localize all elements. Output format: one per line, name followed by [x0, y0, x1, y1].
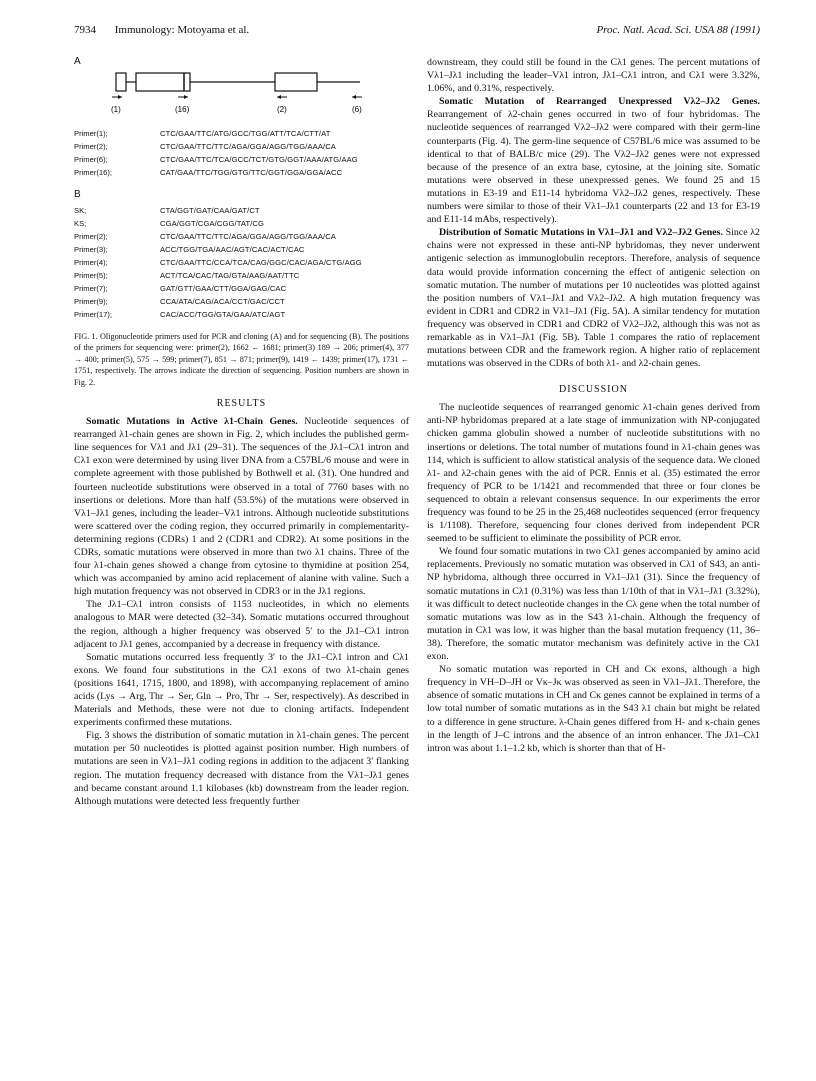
primer-list-a — [74, 127, 409, 179]
primer-sequence: GAT/GTT/GAA/CTT/GGA/GAG/CAC — [160, 284, 287, 293]
paragraph-text: Nucleotide sequences of rearranged λ1-chain genes are shown in Fig. 2, which includes the published germ-line sequences for Vλ1 and Jλ1 (29–31). The sequences of the Jλ1–Cλ1 intron and Cλ1 exon were determined by using liver DNA from a C57BL/6 mouse and were in complete agreement with those published by Bothwell et al. (31). One hundred and fourteen nucleotide substitutions were observed in a total of 7760 bases with no insertions or deletions. More than half (53.5%) of the mutations were observed in Vλ1–Jλ1 genes, including the leader–Vλ1 introns. Although nucleotide substitutions were scattered over the coding region, they occurred primarily in complementarity-determining regions (CDRs) 1 and 2 (CDR1 and CDR2). At some positions in the CDRs, somatic mutations were observed in more than two λ1 chains. Three of the four λ1-chain genes showed a change from cytosine to thymidine at position 254, which was accompanied by amino acid replacement of alanine with valine. Such a high mutation frequency was not observed in CDR3 or in the Jλ1 regions. — [74, 416, 409, 598]
diagram-label-16: (16) — [175, 105, 190, 114]
leader-exon-box — [116, 73, 126, 91]
primer6-arrowhead — [352, 95, 356, 99]
figure1-label-b: B — [74, 189, 81, 200]
primer-name: Primer(2); — [74, 232, 108, 241]
running-title: Immunology: Motoyama et al. — [114, 24, 250, 36]
primer-row — [74, 166, 409, 179]
run-in-heading: Somatic Mutations in Active λ1-Chain Genes. — [86, 416, 298, 428]
diagram-label-1: (1) — [111, 105, 121, 114]
primer-row — [74, 153, 409, 166]
page-header — [74, 24, 760, 38]
primer-sequence: CTA/GGT/GAT/CAA/GAT/CT — [160, 206, 260, 215]
primer-sequence: CCA/ATA/CAG/ACA/CCT/GAC/CCT — [160, 297, 285, 306]
primer16-arrowhead — [184, 95, 188, 99]
primer-name: Primer(9); — [74, 297, 108, 306]
primer-row — [74, 230, 409, 243]
primer-sequence: CTC/GAA/TTC/TTC/AGA/GGA/AGG/TGG/AAA/CA — [160, 232, 336, 241]
primer-name: Primer(7); — [74, 284, 108, 293]
primer-sequence: ACC/TGG/TGA/AAC/AGT/CAC/ACT/CAC — [160, 245, 305, 254]
run-in-heading: Distribution of Somatic Mutations in Vλ1–Jλ1 and Vλ2–Jλ2 Genes. — [439, 227, 723, 239]
paragraph: downstream, they could still be found in the Cλ1 genes. The percent mutations of Vλ1–Jλ1 including the leader–Vλ1 intron, Jλ1–Cλ1 intron, and Cλ1 were 3.32%, 1.06%, and 0.31%, respectively. — [427, 57, 760, 95]
v-exon-box — [136, 73, 184, 91]
primer-name: Primer(17); — [74, 310, 112, 319]
primer-row — [74, 282, 409, 295]
page-number: 7934 — [74, 24, 96, 36]
primer-row — [74, 127, 409, 140]
primer-row — [74, 217, 409, 230]
c-exon-box — [275, 73, 317, 91]
primer-row — [74, 295, 409, 308]
primer-sequence: CTC/GAA/TTC/TCA/GCC/TCT/GTG/GGT/AAA/ATG/AAG — [160, 155, 358, 164]
primer-row — [74, 243, 409, 256]
paragraph: Somatic mutations occurred less frequently 3′ to the Jλ1–Cλ1 intron and Cλ1 exons. We found four substitutions in the Cλ1 exons of two λ1-chain genes (positions 1641, 1715, 1800, and 1898), with accompanying replacement of amino acids (Lys → Arg, Thr → Ser, Gln → Pro, Thr → Ser, respectively). As described in Materials and Methods, these were not due to cloning artifacts. Independent experiments confirmed these mutations. — [74, 651, 409, 729]
paragraph — [427, 226, 760, 370]
primer2-arrowhead — [277, 95, 281, 99]
primer-name: Primer(4); — [74, 258, 108, 267]
primer-name: Primer(5); — [74, 271, 108, 280]
paragraph: Fig. 3 shows the distribution of somatic mutation in λ1-chain genes. The percent mutation per 50 nucleotides is plotted against position number. High numbers of mutations are seen in Vλ1–Jλ1 coding regions in addition to the adjacent 3′ flanking region. The mutation frequency decreased with distance from the Vλ1–Jλ1 genes and became constant around 1.1 kilobases (kb) downstream from the leader region. Although mutations were detected less frequently further — [74, 730, 409, 807]
paragraph — [74, 415, 409, 598]
primer-name: KS; — [74, 219, 87, 228]
figure1-caption: FIG. 1. Oligonucleotide primers used for PCR and cloning (A) and for sequencing (B). The positions of the primers for sequencing were: primer(2), 1662 ← 1681; primer(3) 189 → 206; primer(4), 377 → 400; primer(5), 575 → 599; primer(7), 851 → 871; primer(9), 1419 ← 1439; primer(17), 1731 ← 1751, respectively. The arrows indicate the direction of sequencing. Position numbers are shown in Fig. 2. — [74, 332, 409, 387]
primer-name: Primer(1); — [74, 129, 108, 138]
header-left — [74, 24, 249, 36]
left-column — [74, 56, 409, 808]
diagram-label-6: (6) — [352, 105, 362, 114]
primer-sequence: CAT/GAA/TTC/TGG/GTG/TTC/GGT/GGA/GGA/ACC — [160, 168, 343, 177]
primer-row — [74, 256, 409, 269]
primer-sequence: CGA/GGT/CGA/CGG/TAT/CG — [160, 219, 265, 228]
primer-sequence: CTC/GAA/TTC/ATG/GCC/TGG/ATT/TCA/CTT/AT — [160, 129, 331, 138]
journal-citation: Proc. Natl. Acad. Sci. USA 88 (1991) — [596, 24, 760, 36]
primer-list-b — [74, 204, 409, 321]
right-column — [427, 56, 760, 755]
primer-row — [74, 140, 409, 153]
run-in-heading: Somatic Mutation of Rearranged Unexpressed Vλ2–Jλ2 Genes. — [439, 96, 760, 108]
primer-name: Primer(3); — [74, 245, 108, 254]
paragraph: The nucleotide sequences of rearranged genomic λ1-chain genes derived from anti-NP hybridomas prepared at a late stage of immunization with NP-conjugated chicken gamma globulin showed a number of nucleotide substitutions with no insertions or deletions. The total number of mutations found in λ1-chain genes was 114, which is sufficient to allow statistical analysis of the sequence data. We cloned λ1- and λ2-chain genes with the aid of PCR. Ennis et al. (35) estimated the error frequency of PCR to be 1/1421 and recommended that three or four clones be sequenced to obtain a relevant consensus sequence. In our experiments the error frequency was found to be 25 in the 25,468 nucleotides sequenced (error frequency is 1/1108). Therefore, sequencing four clones derived from independent PCR seemed to be sufficient to eliminate the possibility of PCR error. — [427, 402, 760, 545]
diagram-label-2: (2) — [277, 105, 287, 114]
primer-sequence: CAC/ACC/TGG/GTA/GAA/ATC/AGT — [160, 310, 286, 319]
figure1-label-a: A — [74, 56, 81, 67]
j-exon-box — [184, 73, 190, 91]
results-body-continued — [427, 56, 760, 370]
primer-row — [74, 308, 409, 321]
primer-name: Primer(16); — [74, 168, 112, 177]
primer-row — [74, 269, 409, 282]
paragraph — [427, 95, 760, 226]
results-heading: RESULTS — [216, 398, 267, 410]
gene-structure-diagram — [74, 67, 409, 127]
primer1-arrowhead — [118, 95, 122, 99]
primer-sequence: ACT/TCA/CAC/TAG/GTA/AAG/AAT/TTC — [160, 271, 300, 280]
paragraph-text: Since λ2 chains were not expressed in these anti-NP hybridomas, they never underwent antigenic selection as immunoglobulin receptors. Therefore, analysis of sequence data would provide information concerning the effect of antigenic selection on somatic mutation. The number of mutations per 10 nucleotides was plotted against the position numbers of Vλ1–Jλ1 and Vλ2–Jλ2. A high mutation frequency was evident in CDR1 and CDR2 in Vλ1–Jλ1 (Fig. 5A). A similar tendency for mutation frequency was observed in CDR1 and CDR2 of Vλ2–Jλ2, although this was not as remarkable as in Vλ1–Jλ1 (Fig. 5B). Table 1 compares the ratio of replacement mutations between CDR and the framework region. A higher ratio of replacement mutations was observed in the CDRs of both λ1- and λ2-chain genes. — [427, 227, 760, 370]
primer-row — [74, 204, 409, 217]
primer-name: Primer(2); — [74, 142, 108, 151]
paragraph-text: Rearrangement of λ2-chain genes occurred in two of four hybridomas. The nucleotide sequences of rearranged Vλ2–Jλ2 were compared with their germ-line counterparts (Fig. 4). The germ-line sequence of C57BL/6 mice was assumed to be identical to that of BALB/c mice (29). The Vλ2–Jλ2 genes were not expressed because of the presence of an extra base, cytosine, at the joining site. Somatic mutations were observed in these unexpressed genes. We found 25 and 15 mutations in E3-19 and E11-14 hybridoma Vλ2–Jλ2 genes, respectively. These numbers were similar to those of their Vλ1–Jλ1 counterparts (22 and 13 for E3-19 and E11-14 mAbs, respectively). — [427, 109, 760, 226]
discussion-body — [427, 401, 760, 755]
discussion-heading: DISCUSSION — [559, 384, 628, 396]
primer-sequence: CTC/GAA/TTC/CCA/TCA/CAG/GGC/CAC/AGA/CTG/AGG — [160, 258, 362, 267]
paragraph: The Jλ1–Cλ1 intron consists of 1153 nucleotides, in which no elements analogous to MAR were detected (32–34). Somatic mutations occurred throughout the region, although a higher frequency was observed 5′ to the Jλ1–Cλ1 intron adjacent to Jλ1 genes, accompanied by a decrease in frequency with distance. — [74, 599, 409, 650]
primer-name: Primer(6); — [74, 155, 108, 164]
paragraph: We found four somatic mutations in two Cλ1 genes accompanied by amino acid replacements. Previously no somatic mutation was observed in Cλ1 of S43, an anti-NP hybridoma, although three occurred in Vλ1–Jλ1 (31). Since the frequency of somatic mutations in Cλ1 (0.31%) was less than 1/10th of that in Vλ1–Jλ1 (3.32%), it was difficult to detect nucleotide changes in the Cλ gene when the total number of somatic mutations was low as in the S43 λ1-chain. Although the frequency of mutation in Cλ1 was low, it was higher than the basal mutation frequency (11, 36–38). Therefore, the somatic mutator mechanism was definitely active in the Cλ1 exon. — [427, 546, 760, 663]
primer-name: SK; — [74, 206, 87, 215]
paragraph: No somatic mutation was reported in CH and Cκ exons, although a high frequency in VH–D–JH or Vκ–Jκ was observed as seen in Vλ1–Jλ1. Therefore, the absence of somatic mutations in CH and Cκ genes cannot be explained in terms of a low total number of somatic mutations as in the S43 λ1 chain but might be related to a difference in gene structure. λ-Chain genes differed from H- and κ-chain genes in the length of J–C introns and the absence of an intron enhancer. The Jλ1–Cλ1 intron was about 1.1–1.2 kb, which is shorter than that of H- — [427, 664, 760, 754]
primer-sequence: CTC/GAA/TTC/TTC/AGA/GGA/AGG/TGG/AAA/CA — [160, 142, 336, 151]
results-body — [74, 415, 409, 808]
